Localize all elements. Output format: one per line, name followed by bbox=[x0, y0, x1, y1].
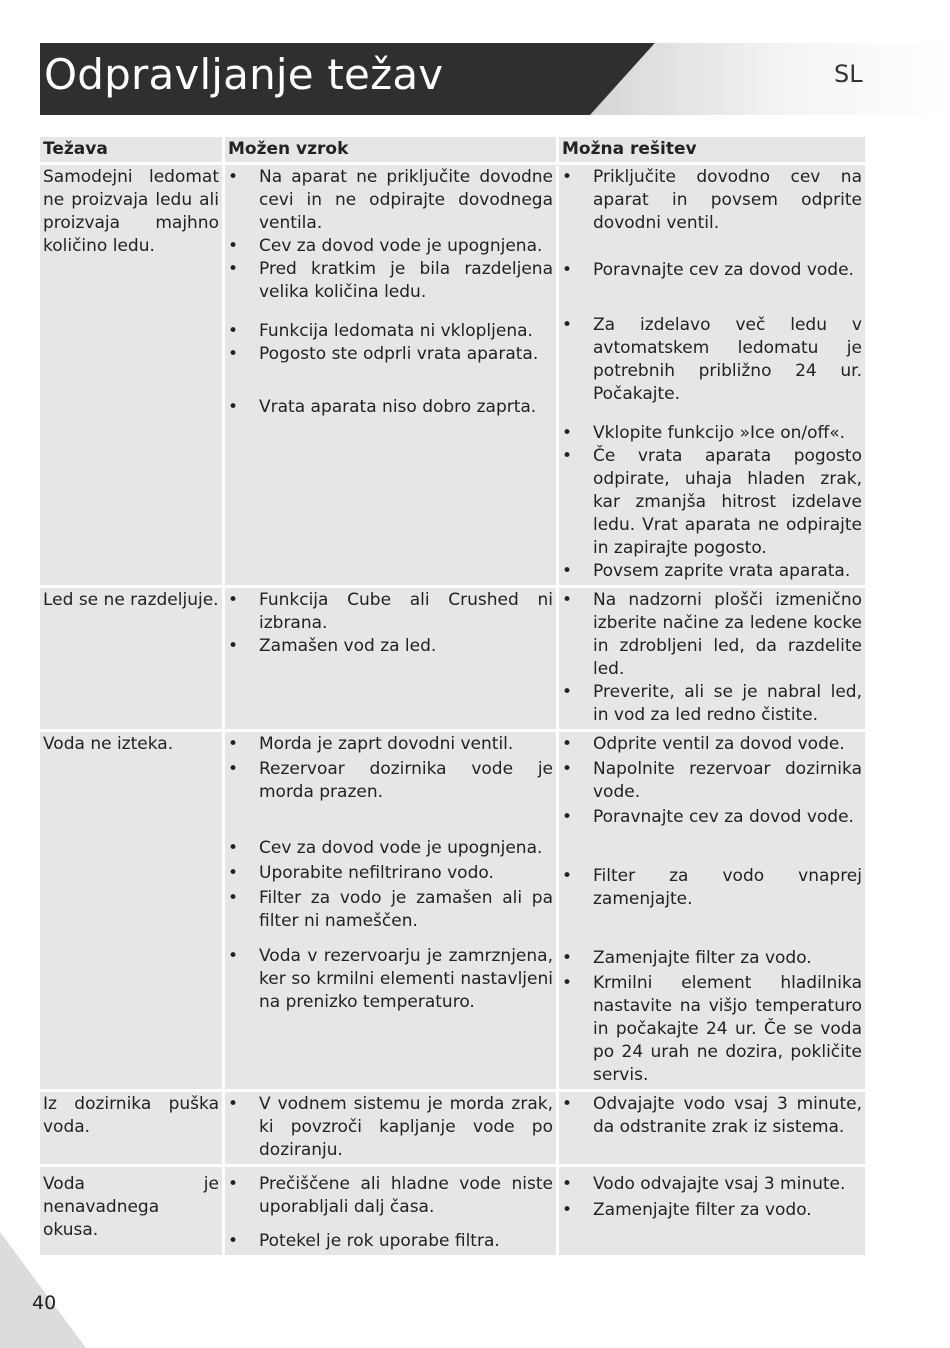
cause-item: • Vrata aparata niso dobro zaprta. bbox=[228, 396, 553, 419]
table-row bbox=[40, 1092, 865, 1164]
solution-list bbox=[562, 1173, 862, 1222]
cause-item: • Na aparat ne priključite dovodne cevi in ne odpirajte dovodnega ventila. bbox=[228, 166, 553, 235]
cause-list bbox=[228, 1173, 553, 1253]
table-row bbox=[40, 588, 865, 729]
header-problem: Težava bbox=[40, 137, 222, 162]
cause-cell bbox=[225, 1092, 556, 1164]
solution-item: • Vodo odvajajte vsaj 3 minute. bbox=[562, 1173, 862, 1196]
cause-item: • V vodnem sistemu je morda zrak, ki povzroči kapljanje vode po doziranju. bbox=[228, 1093, 553, 1162]
cause-item: • Pred kratkim je bila razdeljena velika količina ledu. bbox=[228, 258, 553, 304]
language-code: SL bbox=[834, 60, 863, 88]
cause-item: • Funkcija Cube ali Crushed ni izbrana. bbox=[228, 589, 553, 635]
solution-item: • Napolnite rezervoar dozirnika vode. bbox=[562, 758, 862, 804]
page-title: Odpravljanje težav bbox=[44, 50, 444, 99]
cause-item: • Funkcija ledomata ni vklopljena. bbox=[228, 320, 553, 343]
solution-cell bbox=[559, 1167, 865, 1255]
cause-cell bbox=[225, 588, 556, 729]
troubleshooting-table bbox=[37, 134, 868, 1258]
solution-cell bbox=[559, 1092, 865, 1164]
cause-list bbox=[228, 1093, 553, 1162]
cause-item: • Potekel je rok uporabe filtra. bbox=[228, 1230, 553, 1253]
cause-item: • Filter za vodo je zamašen ali pa filter ni nameščen. bbox=[228, 887, 553, 933]
cause-item: • Voda v rezervoarju je zamrznjena, ker so krmilni elementi nastavljeni na prenizko temperaturo. bbox=[228, 945, 553, 1014]
table-row bbox=[40, 1167, 865, 1255]
cause-item: • Cev za dovod vode je upognjena. bbox=[228, 235, 553, 258]
solution-item: • Odprite ventil za dovod vode. bbox=[562, 733, 862, 756]
solution-cell bbox=[559, 165, 865, 585]
cause-item: • Zamašen vod za led. bbox=[228, 635, 553, 658]
solution-list bbox=[562, 733, 862, 1087]
header-solution: Možna rešitev bbox=[559, 137, 865, 162]
page-number: 40 bbox=[32, 1292, 57, 1314]
solution-cell bbox=[559, 732, 865, 1089]
solution-item: • Na nadzorni plošči izmenično izberite načine za ledene kocke in zdrobljeni led, da razdelite led. bbox=[562, 589, 862, 681]
cause-item: • Pogosto ste odprli vrata aparata. bbox=[228, 343, 553, 366]
solution-item: • Odvajajte vodo vsaj 3 minute, da odstranite zrak iz sistema. bbox=[562, 1093, 862, 1139]
solution-item: • Za izdelavo več ledu v avtomatskem ledomatu je potrebnih približno 24 ur. Počakajte. bbox=[562, 314, 862, 406]
header-cause: Možen vzrok bbox=[225, 137, 556, 162]
solution-cell bbox=[559, 588, 865, 729]
solution-item: • Krmilni element hladilnika nastavite na višjo temperaturo in počakajte 24 ur. Če se voda po 24 urah ne dozira, pokličite servis. bbox=[562, 972, 862, 1087]
solution-item: • Preverite, ali se je nabral led, in vod za led redno čistite. bbox=[562, 681, 862, 727]
solution-item: • Poravnajte cev za dovod vode. bbox=[562, 806, 862, 829]
problem-cell: Voda ne izteka. bbox=[40, 732, 222, 1089]
cause-list bbox=[228, 166, 553, 419]
cause-item: • Cev za dovod vode je upognjena. bbox=[228, 837, 553, 860]
cause-cell bbox=[225, 165, 556, 585]
cause-cell bbox=[225, 1167, 556, 1255]
solution-item: • Vklopite funkcijo »Ice on/off«. bbox=[562, 422, 862, 445]
problem-cell: Iz dozirnika puška voda. bbox=[40, 1092, 222, 1164]
solution-list bbox=[562, 589, 862, 727]
table-header-row bbox=[40, 137, 865, 162]
problem-cell: Samodejni ledomat ne proizvaja ledu ali proizvaja majhno količino ledu. bbox=[40, 165, 222, 585]
cause-item: • Prečiščene ali hladne vode niste uporabljali dalj časa. bbox=[228, 1173, 553, 1219]
cause-item: • Morda je zaprt dovodni ventil. bbox=[228, 733, 553, 756]
solution-item: • Če vrata aparata pogosto odpirate, uhaja hladen zrak, kar zmanjša hitrost izdelave ledu. Vrat aparata ne odpirajte in zapirajte pogosto. bbox=[562, 445, 862, 560]
table-row bbox=[40, 165, 865, 585]
solution-list bbox=[562, 166, 862, 583]
cause-list bbox=[228, 733, 553, 1014]
solution-item: • Zamenjajte filter za vodo. bbox=[562, 1199, 862, 1222]
problem-text: Voda je nenavadnega okusa. bbox=[43, 1174, 219, 1240]
cause-cell bbox=[225, 732, 556, 1089]
cause-list bbox=[228, 589, 553, 658]
table-row bbox=[40, 732, 865, 1089]
cause-item: • Rezervoar dozirnika vode je morda prazen. bbox=[228, 758, 553, 804]
problem-cell: Led se ne razdeljuje. bbox=[40, 588, 222, 729]
cause-item: • Uporabite nefiltrirano vodo. bbox=[228, 862, 553, 885]
solution-item: • Zamenjajte filter za vodo. bbox=[562, 947, 862, 970]
solution-list bbox=[562, 1093, 862, 1139]
solution-item: • Priključite dovodno cev na aparat in povsem odprite dovodni ventil. bbox=[562, 166, 862, 235]
solution-item: • Povsem zaprite vrata aparata. bbox=[562, 560, 862, 583]
solution-item: • Filter za vodo vnaprej zamenjajte. bbox=[562, 865, 862, 911]
problem-cell bbox=[40, 1167, 222, 1255]
solution-item: • Poravnajte cev za dovod vode. bbox=[562, 259, 862, 282]
